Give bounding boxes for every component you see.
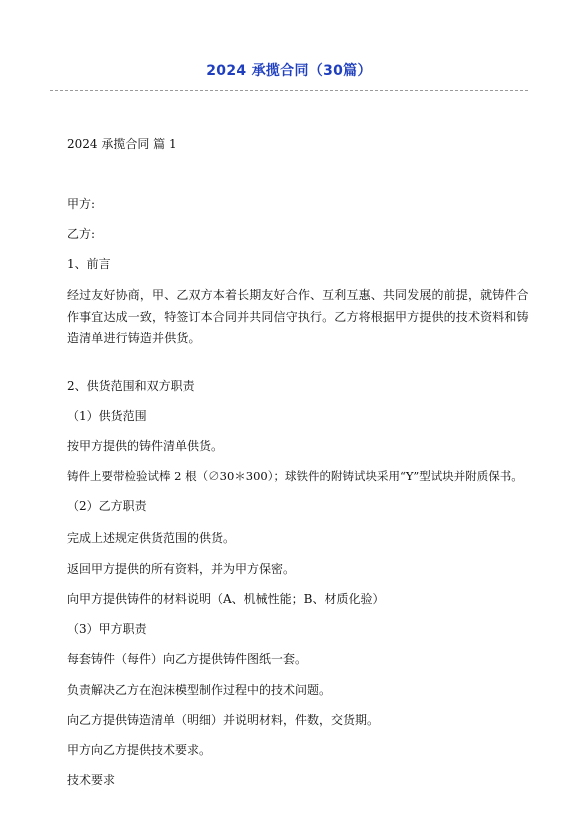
supply-line-2: 铸件上要带检验试棒 2 根（∅30＊300）；球铁件的附铸试块采用“Y”型试块并附质保书。: [67, 469, 523, 483]
document-title: 2024 承揽合同（30篇）: [206, 63, 372, 79]
scope-subheading-party-a: （3）甲方职责: [67, 622, 147, 636]
party-a-duty-1: 每套铸件（每件）向乙方提供铸件图纸一套。: [67, 652, 308, 666]
party-a-duty-2: 负责解决乙方在泡沫模型制作过程中的技术问题。: [67, 683, 332, 697]
party-b-duty-3: 向甲方提供铸件的材料说明（A、机械性能；B、材质化验）: [67, 592, 385, 606]
scope-heading: 2、供货范围和双方职责: [67, 379, 195, 393]
party-a-duty-4: 甲方向乙方提供技术要求。: [67, 743, 212, 757]
supply-line-1: 按甲方提供的铸件清单供货。: [67, 439, 224, 453]
party-a-duty-3: 向乙方提供铸造清单（明细）并说明材料，件数，交货期。: [67, 713, 380, 727]
title-divider: [50, 90, 528, 91]
party-a-label: 甲方:: [67, 197, 96, 211]
party-b-label: 乙方:: [67, 227, 96, 241]
party-b-duty-1: 完成上述规定供货范围的供货。: [67, 531, 236, 545]
preface-heading: 1、前言: [67, 257, 111, 271]
scope-subheading-party-b: （2）乙方职责: [67, 499, 147, 513]
party-b-duty-2: 返回甲方提供的所有资料，并为甲方保密。: [67, 562, 296, 576]
preface-paragraph: 经过友好协商，甲、乙双方本着长期友好合作、互利互惠、共同发展的前提，就铸件合作事宜达成一致，特签订本合同并共同信守执行。乙方将根据甲方提供的技术资料和铸造清单进行铸造并供货。: [67, 288, 529, 345]
scope-subheading-supply: （1）供货范围: [67, 409, 147, 423]
section-heading: 2024 承揽合同 篇 1: [67, 137, 177, 151]
tech-requirements-heading: 技术要求: [67, 773, 116, 787]
